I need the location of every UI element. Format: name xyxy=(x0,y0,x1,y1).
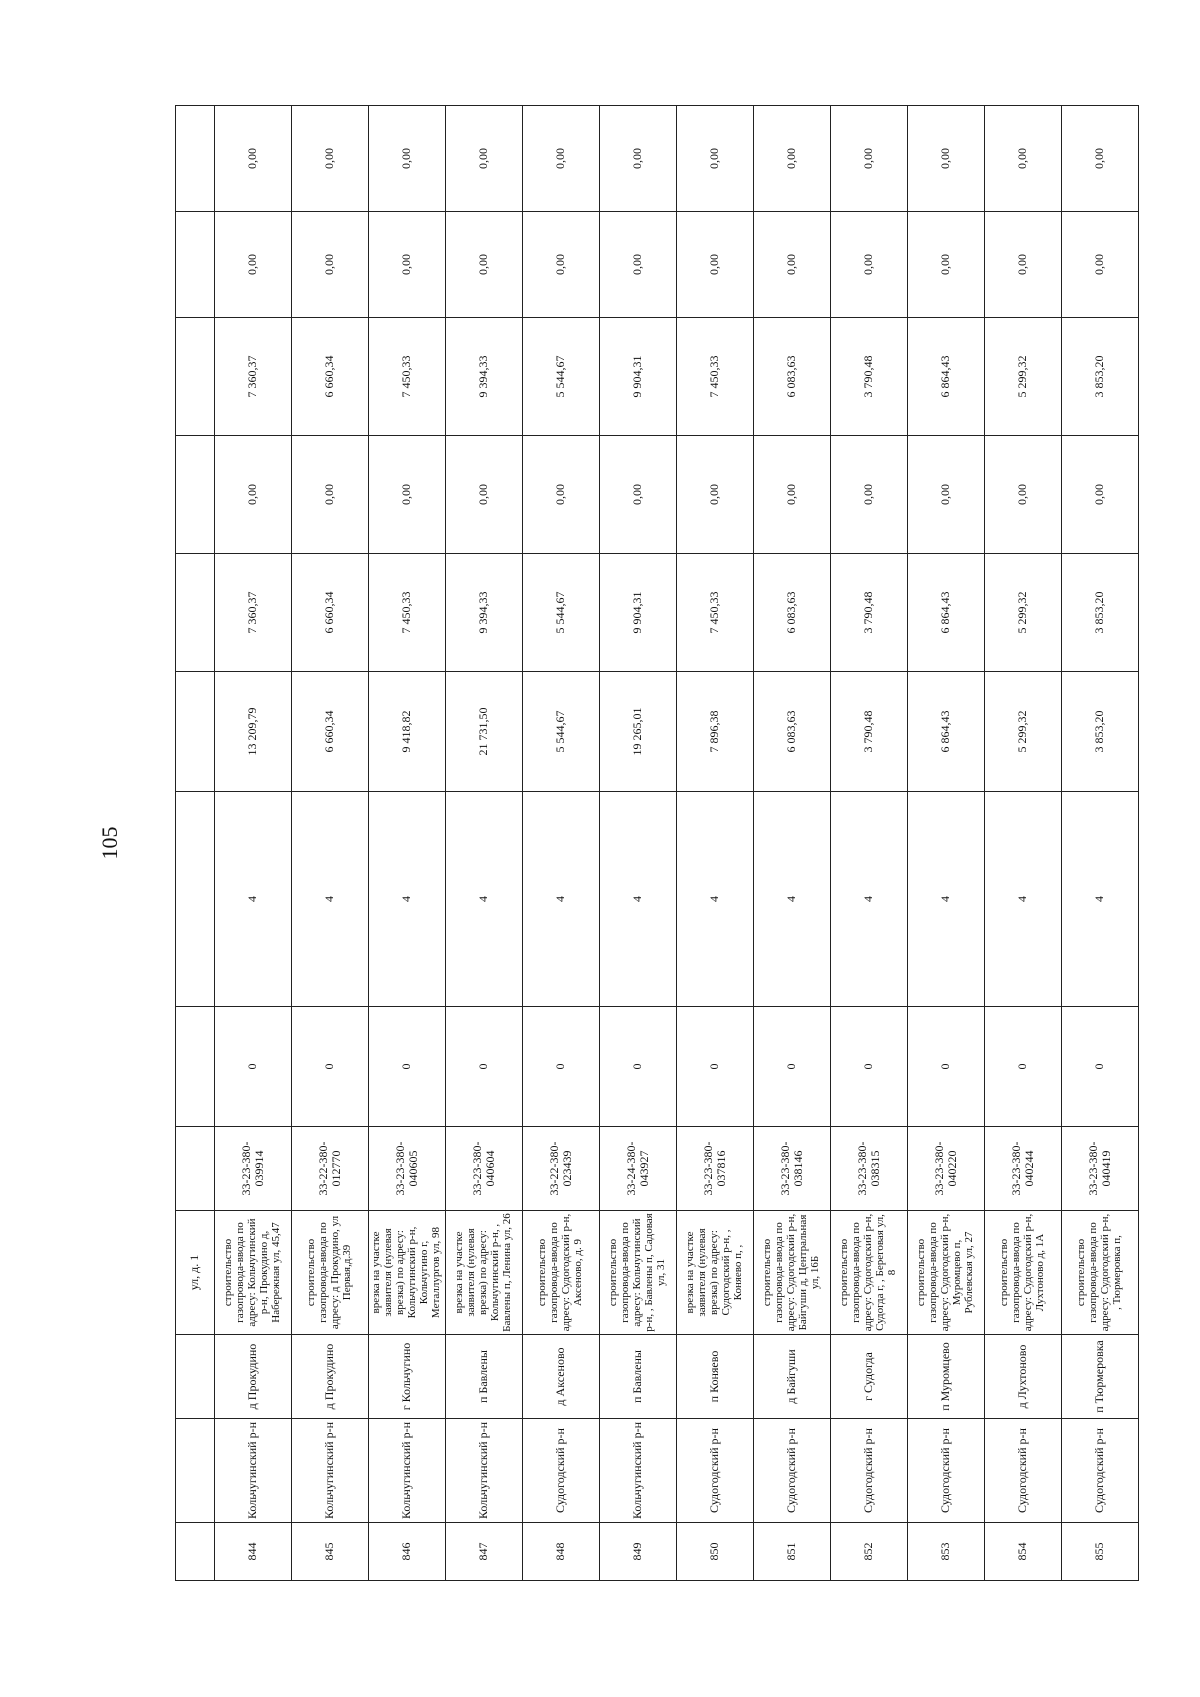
row-number: 855 xyxy=(1062,1523,1139,1581)
page-number: 105 xyxy=(97,826,122,860)
code-cell: 33-23-380-039914 xyxy=(215,1127,292,1211)
code-cell: 33-23-380-040604 xyxy=(446,1127,523,1211)
header-fragment-row xyxy=(176,106,215,1581)
amount-a-cell: 5 544,67 xyxy=(523,554,600,672)
total-cell: 21 731,50 xyxy=(446,672,523,792)
district-cell: Судогодский р-н xyxy=(677,1419,754,1523)
district-cell: Судогодский р-н xyxy=(754,1419,831,1523)
zero-cell: 0 xyxy=(985,1007,1062,1127)
row-number: 849 xyxy=(600,1523,677,1581)
settlement-cell: д Лухтоново xyxy=(985,1335,1062,1419)
amount-c-cell: 5 544,67 xyxy=(523,318,600,436)
zero-cell: 0 xyxy=(523,1007,600,1127)
amount-a-cell: 7 360,37 xyxy=(215,554,292,672)
table-container xyxy=(175,106,1135,1581)
row-number: 850 xyxy=(677,1523,754,1581)
zero-cell: 0 xyxy=(1062,1007,1139,1127)
amount-d-cell: 0,00 xyxy=(523,212,600,318)
amount-c-cell: 9 394,33 xyxy=(446,318,523,436)
description-cell: строительство газопровода-ввода по адресу: Судогодский р-н, Байгуши д, Центральная ул, 16Б xyxy=(754,1211,831,1335)
code-cell: 33-22-380-023439 xyxy=(523,1127,600,1211)
settlement-cell: д Прокудино xyxy=(292,1335,369,1419)
header-cell xyxy=(176,1419,215,1523)
amount-e-cell: 0,00 xyxy=(677,106,754,212)
code-cell: 33-23-380-040220 xyxy=(908,1127,985,1211)
settlement-cell: г Судогда xyxy=(831,1335,908,1419)
description-cell: строительство газопровода-ввода по адресу: Судогодский р-н, Аксеново, д. 9 xyxy=(523,1211,600,1335)
header-cell xyxy=(176,106,215,212)
amount-e-cell: 0,00 xyxy=(985,106,1062,212)
zero-cell: 0 xyxy=(292,1007,369,1127)
amount-c-cell: 6 660,34 xyxy=(292,318,369,436)
total-cell: 13 209,79 xyxy=(215,672,292,792)
amount-b-cell: 0,00 xyxy=(523,436,600,554)
row-number: 851 xyxy=(754,1523,831,1581)
amount-b-cell: 0,00 xyxy=(831,436,908,554)
header-cell xyxy=(176,1007,215,1127)
header-cell xyxy=(176,318,215,436)
amount-a-cell: 6 864,43 xyxy=(908,554,985,672)
row-number: 853 xyxy=(908,1523,985,1581)
district-cell: Судогодский р-н xyxy=(985,1419,1062,1523)
amount-b-cell: 0,00 xyxy=(292,436,369,554)
category-cell: 4 xyxy=(908,792,985,1007)
description-cell: строительство газопровода-ввода по адресу: Судогодский р-н, Муромцево п, Рублевская ул, 27 xyxy=(908,1211,985,1335)
zero-cell: 0 xyxy=(369,1007,446,1127)
amount-c-cell: 6 083,63 xyxy=(754,318,831,436)
total-cell: 5 299,32 xyxy=(985,672,1062,792)
amount-e-cell: 0,00 xyxy=(215,106,292,212)
table-row xyxy=(985,106,1062,1581)
code-cell: 33-23-380-038315 xyxy=(831,1127,908,1211)
settlement-cell: п Бавлены xyxy=(600,1335,677,1419)
district-cell: Судогодский р-н xyxy=(831,1419,908,1523)
amount-d-cell: 0,00 xyxy=(446,212,523,318)
row-number: 848 xyxy=(523,1523,600,1581)
table-row xyxy=(446,106,523,1581)
description-cell: врезка на участке заявителя (нулевая врезка) по адресу: Кольчугинский р-н, , Бавлены п, Ленина ул, 26 xyxy=(446,1211,523,1335)
amount-c-cell: 7 360,37 xyxy=(215,318,292,436)
amount-d-cell: 0,00 xyxy=(754,212,831,318)
header-cell xyxy=(176,1523,215,1581)
description-cell: строительство газопровода-ввода по адресу: Кольчугинский р-н, Прокудино д, Набережная ул, 45,47 xyxy=(215,1211,292,1335)
amount-d-cell: 0,00 xyxy=(677,212,754,318)
table-row xyxy=(1062,106,1139,1581)
settlement-cell: д Прокудино xyxy=(215,1335,292,1419)
header-cell xyxy=(176,1127,215,1211)
zero-cell: 0 xyxy=(446,1007,523,1127)
zero-cell: 0 xyxy=(215,1007,292,1127)
amount-b-cell: 0,00 xyxy=(985,436,1062,554)
data-table xyxy=(175,105,1139,1581)
row-number: 846 xyxy=(369,1523,446,1581)
description-cell: строительство газопровода-ввода по адресу: Судогодский р-н, , Тюрмеровка п, xyxy=(1062,1211,1139,1335)
amount-d-cell: 0,00 xyxy=(600,212,677,318)
code-cell: 33-23-380-038146 xyxy=(754,1127,831,1211)
amount-d-cell: 0,00 xyxy=(215,212,292,318)
amount-c-cell: 7 450,33 xyxy=(677,318,754,436)
amount-b-cell: 0,00 xyxy=(754,436,831,554)
row-number: 844 xyxy=(215,1523,292,1581)
table-row xyxy=(600,106,677,1581)
amount-a-cell: 7 450,33 xyxy=(369,554,446,672)
district-cell: Кольчугинский р-н xyxy=(292,1419,369,1523)
header-fragment: ул, д. 1 xyxy=(176,1211,215,1335)
district-cell: Судогодский р-н xyxy=(523,1419,600,1523)
row-number: 847 xyxy=(446,1523,523,1581)
code-cell: 33-24-380-043927 xyxy=(600,1127,677,1211)
category-cell: 4 xyxy=(369,792,446,1007)
description-cell: строительство газопровода-ввода по адресу: Судогодский р-н, Лухтоново д, 1А xyxy=(985,1211,1062,1335)
table-row xyxy=(831,106,908,1581)
district-cell: Кольчугинский р-н xyxy=(446,1419,523,1523)
amount-d-cell: 0,00 xyxy=(369,212,446,318)
amount-a-cell: 6 660,34 xyxy=(292,554,369,672)
district-cell: Судогодский р-н xyxy=(1062,1419,1139,1523)
zero-cell: 0 xyxy=(754,1007,831,1127)
description-cell: строительство газопровода-ввода по адресу: Судогодский р-н, Судогда г, , Береговая ул, 8 xyxy=(831,1211,908,1335)
district-cell: Кольчугинский р-н xyxy=(369,1419,446,1523)
amount-a-cell: 7 450,33 xyxy=(677,554,754,672)
amount-b-cell: 0,00 xyxy=(908,436,985,554)
table-row xyxy=(908,106,985,1581)
amount-c-cell: 7 450,33 xyxy=(369,318,446,436)
district-cell: Кольчугинский р-н xyxy=(215,1419,292,1523)
amount-b-cell: 0,00 xyxy=(677,436,754,554)
amount-a-cell: 3 853,20 xyxy=(1062,554,1139,672)
table-row xyxy=(523,106,600,1581)
amount-e-cell: 0,00 xyxy=(754,106,831,212)
table-row xyxy=(292,106,369,1581)
amount-d-cell: 0,00 xyxy=(1062,212,1139,318)
amount-b-cell: 0,00 xyxy=(600,436,677,554)
zero-cell: 0 xyxy=(831,1007,908,1127)
row-number: 854 xyxy=(985,1523,1062,1581)
code-cell: 33-22-380-012770 xyxy=(292,1127,369,1211)
category-cell: 4 xyxy=(754,792,831,1007)
settlement-cell: п Коняево xyxy=(677,1335,754,1419)
settlement-cell: д Байгуши xyxy=(754,1335,831,1419)
zero-cell: 0 xyxy=(908,1007,985,1127)
category-cell: 4 xyxy=(985,792,1062,1007)
table-row xyxy=(754,106,831,1581)
category-cell: 4 xyxy=(1062,792,1139,1007)
total-cell: 6 083,63 xyxy=(754,672,831,792)
total-cell: 19 265,01 xyxy=(600,672,677,792)
category-cell: 4 xyxy=(600,792,677,1007)
amount-d-cell: 0,00 xyxy=(292,212,369,318)
header-cell xyxy=(176,672,215,792)
amount-c-cell: 3 853,20 xyxy=(1062,318,1139,436)
amount-e-cell: 0,00 xyxy=(600,106,677,212)
amount-e-cell: 0,00 xyxy=(292,106,369,212)
category-cell: 4 xyxy=(215,792,292,1007)
settlement-cell: г Кольчугино xyxy=(369,1335,446,1419)
code-cell: 33-23-380-037816 xyxy=(677,1127,754,1211)
header-cell xyxy=(176,554,215,672)
code-cell: 33-23-380-040419 xyxy=(1062,1127,1139,1211)
amount-e-cell: 0,00 xyxy=(369,106,446,212)
settlement-cell: д Аксеново xyxy=(523,1335,600,1419)
district-cell: Судогодский р-н xyxy=(908,1419,985,1523)
amount-c-cell: 6 864,43 xyxy=(908,318,985,436)
total-cell: 5 544,67 xyxy=(523,672,600,792)
row-number: 852 xyxy=(831,1523,908,1581)
category-cell: 4 xyxy=(677,792,754,1007)
total-cell: 9 418,82 xyxy=(369,672,446,792)
total-cell: 3 790,48 xyxy=(831,672,908,792)
amount-c-cell: 5 299,32 xyxy=(985,318,1062,436)
amount-d-cell: 0,00 xyxy=(985,212,1062,318)
table-row xyxy=(677,106,754,1581)
zero-cell: 0 xyxy=(600,1007,677,1127)
settlement-cell: п Бавлены xyxy=(446,1335,523,1419)
amount-a-cell: 3 790,48 xyxy=(831,554,908,672)
table-row xyxy=(369,106,446,1581)
row-number: 845 xyxy=(292,1523,369,1581)
category-cell: 4 xyxy=(292,792,369,1007)
amount-a-cell: 9 394,33 xyxy=(446,554,523,672)
total-cell: 6 660,34 xyxy=(292,672,369,792)
header-cell xyxy=(176,212,215,318)
header-cell xyxy=(176,792,215,1007)
amount-c-cell: 9 904,31 xyxy=(600,318,677,436)
amount-c-cell: 3 790,48 xyxy=(831,318,908,436)
amount-a-cell: 5 299,32 xyxy=(985,554,1062,672)
settlement-cell: п Муромцево xyxy=(908,1335,985,1419)
description-cell: врезка на участке заявителя (нулевая врезка) по адресу: Кольчугинский р-н, Кольчугино г, Металлургов ул, 98 xyxy=(369,1211,446,1335)
amount-e-cell: 0,00 xyxy=(831,106,908,212)
amount-d-cell: 0,00 xyxy=(831,212,908,318)
table-row xyxy=(215,106,292,1581)
header-cell xyxy=(176,1335,215,1419)
zero-cell: 0 xyxy=(677,1007,754,1127)
total-cell: 6 864,43 xyxy=(908,672,985,792)
total-cell: 3 853,20 xyxy=(1062,672,1139,792)
amount-e-cell: 0,00 xyxy=(908,106,985,212)
amount-b-cell: 0,00 xyxy=(446,436,523,554)
amount-e-cell: 0,00 xyxy=(1062,106,1139,212)
description-cell: строительство газопровода-ввода по адресу: д Прокудино, ул Первая,д.39 xyxy=(292,1211,369,1335)
description-cell: строительство газопровода-ввода по адресу: Кольчугинский р-н, , Бавлены п, Садовая ул, 31 xyxy=(600,1211,677,1335)
category-cell: 4 xyxy=(523,792,600,1007)
category-cell: 4 xyxy=(446,792,523,1007)
code-cell: 33-23-380-040605 xyxy=(369,1127,446,1211)
amount-a-cell: 6 083,63 xyxy=(754,554,831,672)
amount-b-cell: 0,00 xyxy=(1062,436,1139,554)
header-cell xyxy=(176,436,215,554)
amount-e-cell: 0,00 xyxy=(523,106,600,212)
amount-a-cell: 9 904,31 xyxy=(600,554,677,672)
amount-d-cell: 0,00 xyxy=(908,212,985,318)
amount-e-cell: 0,00 xyxy=(446,106,523,212)
settlement-cell: п Тюрмеровка xyxy=(1062,1335,1139,1419)
total-cell: 7 896,38 xyxy=(677,672,754,792)
amount-b-cell: 0,00 xyxy=(369,436,446,554)
amount-b-cell: 0,00 xyxy=(215,436,292,554)
code-cell: 33-23-380-040244 xyxy=(985,1127,1062,1211)
category-cell: 4 xyxy=(831,792,908,1007)
district-cell: Кольчугинский р-н xyxy=(600,1419,677,1523)
description-cell: врезка на участке заявителя (нулевая врезка) по адресу: Судогодский р-н, , Коняево п, , xyxy=(677,1211,754,1335)
